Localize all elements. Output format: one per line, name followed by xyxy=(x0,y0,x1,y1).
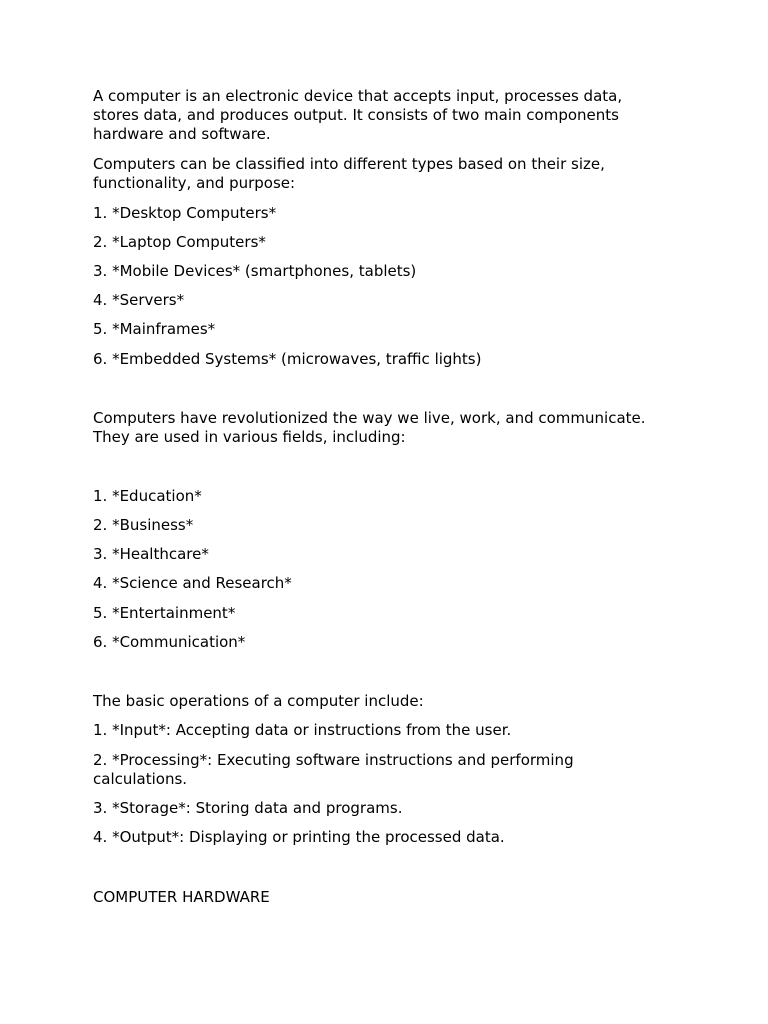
list-item: 5. *Mainframes* xyxy=(93,320,216,338)
list-item: 6. *Embedded Systems* (microwaves, traffic lights) xyxy=(93,350,482,368)
list-item: 1. *Desktop Computers* xyxy=(93,204,277,222)
list-item: 1. *Input*: Accepting data or instructions from the user. xyxy=(93,721,512,739)
list-item: 4. *Science and Research* xyxy=(93,574,292,592)
text-line: Computers can be classified into different types based on their size, xyxy=(93,155,605,173)
text-line: functionality, and purpose: xyxy=(93,174,296,192)
list-item: 3. *Storage*: Storing data and programs. xyxy=(93,799,403,817)
operations-intro: The basic operations of a computer include: xyxy=(93,692,424,710)
section-heading-hardware: COMPUTER HARDWARE xyxy=(93,888,270,906)
list-item-continuation: calculations. xyxy=(93,770,188,788)
list-item: 2. *Business* xyxy=(93,516,194,534)
list-item: 3. *Mobile Devices* (smartphones, tablets) xyxy=(93,262,417,280)
list-item: 3. *Healthcare* xyxy=(93,545,209,563)
text-line: A computer is an electronic device that accepts input, processes data, xyxy=(93,87,623,105)
text-line: hardware and software. xyxy=(93,125,271,143)
list-item: 6. *Communication* xyxy=(93,633,246,651)
text-line: They are used in various fields, including: xyxy=(93,428,406,446)
text-line: Computers have revolutionized the way we live, work, and communicate. xyxy=(93,409,646,427)
list-item: 1. *Education* xyxy=(93,487,202,505)
list-item: 5. *Entertainment* xyxy=(93,604,236,622)
list-item: 4. *Output*: Displaying or printing the processed data. xyxy=(93,828,505,846)
list-item: 2. *Processing*: Executing software instructions and performing xyxy=(93,751,574,769)
text-line: stores data, and produces output. It consists of two main components xyxy=(93,106,619,124)
list-item: 2. *Laptop Computers* xyxy=(93,233,266,251)
list-item: 4. *Servers* xyxy=(93,291,185,309)
